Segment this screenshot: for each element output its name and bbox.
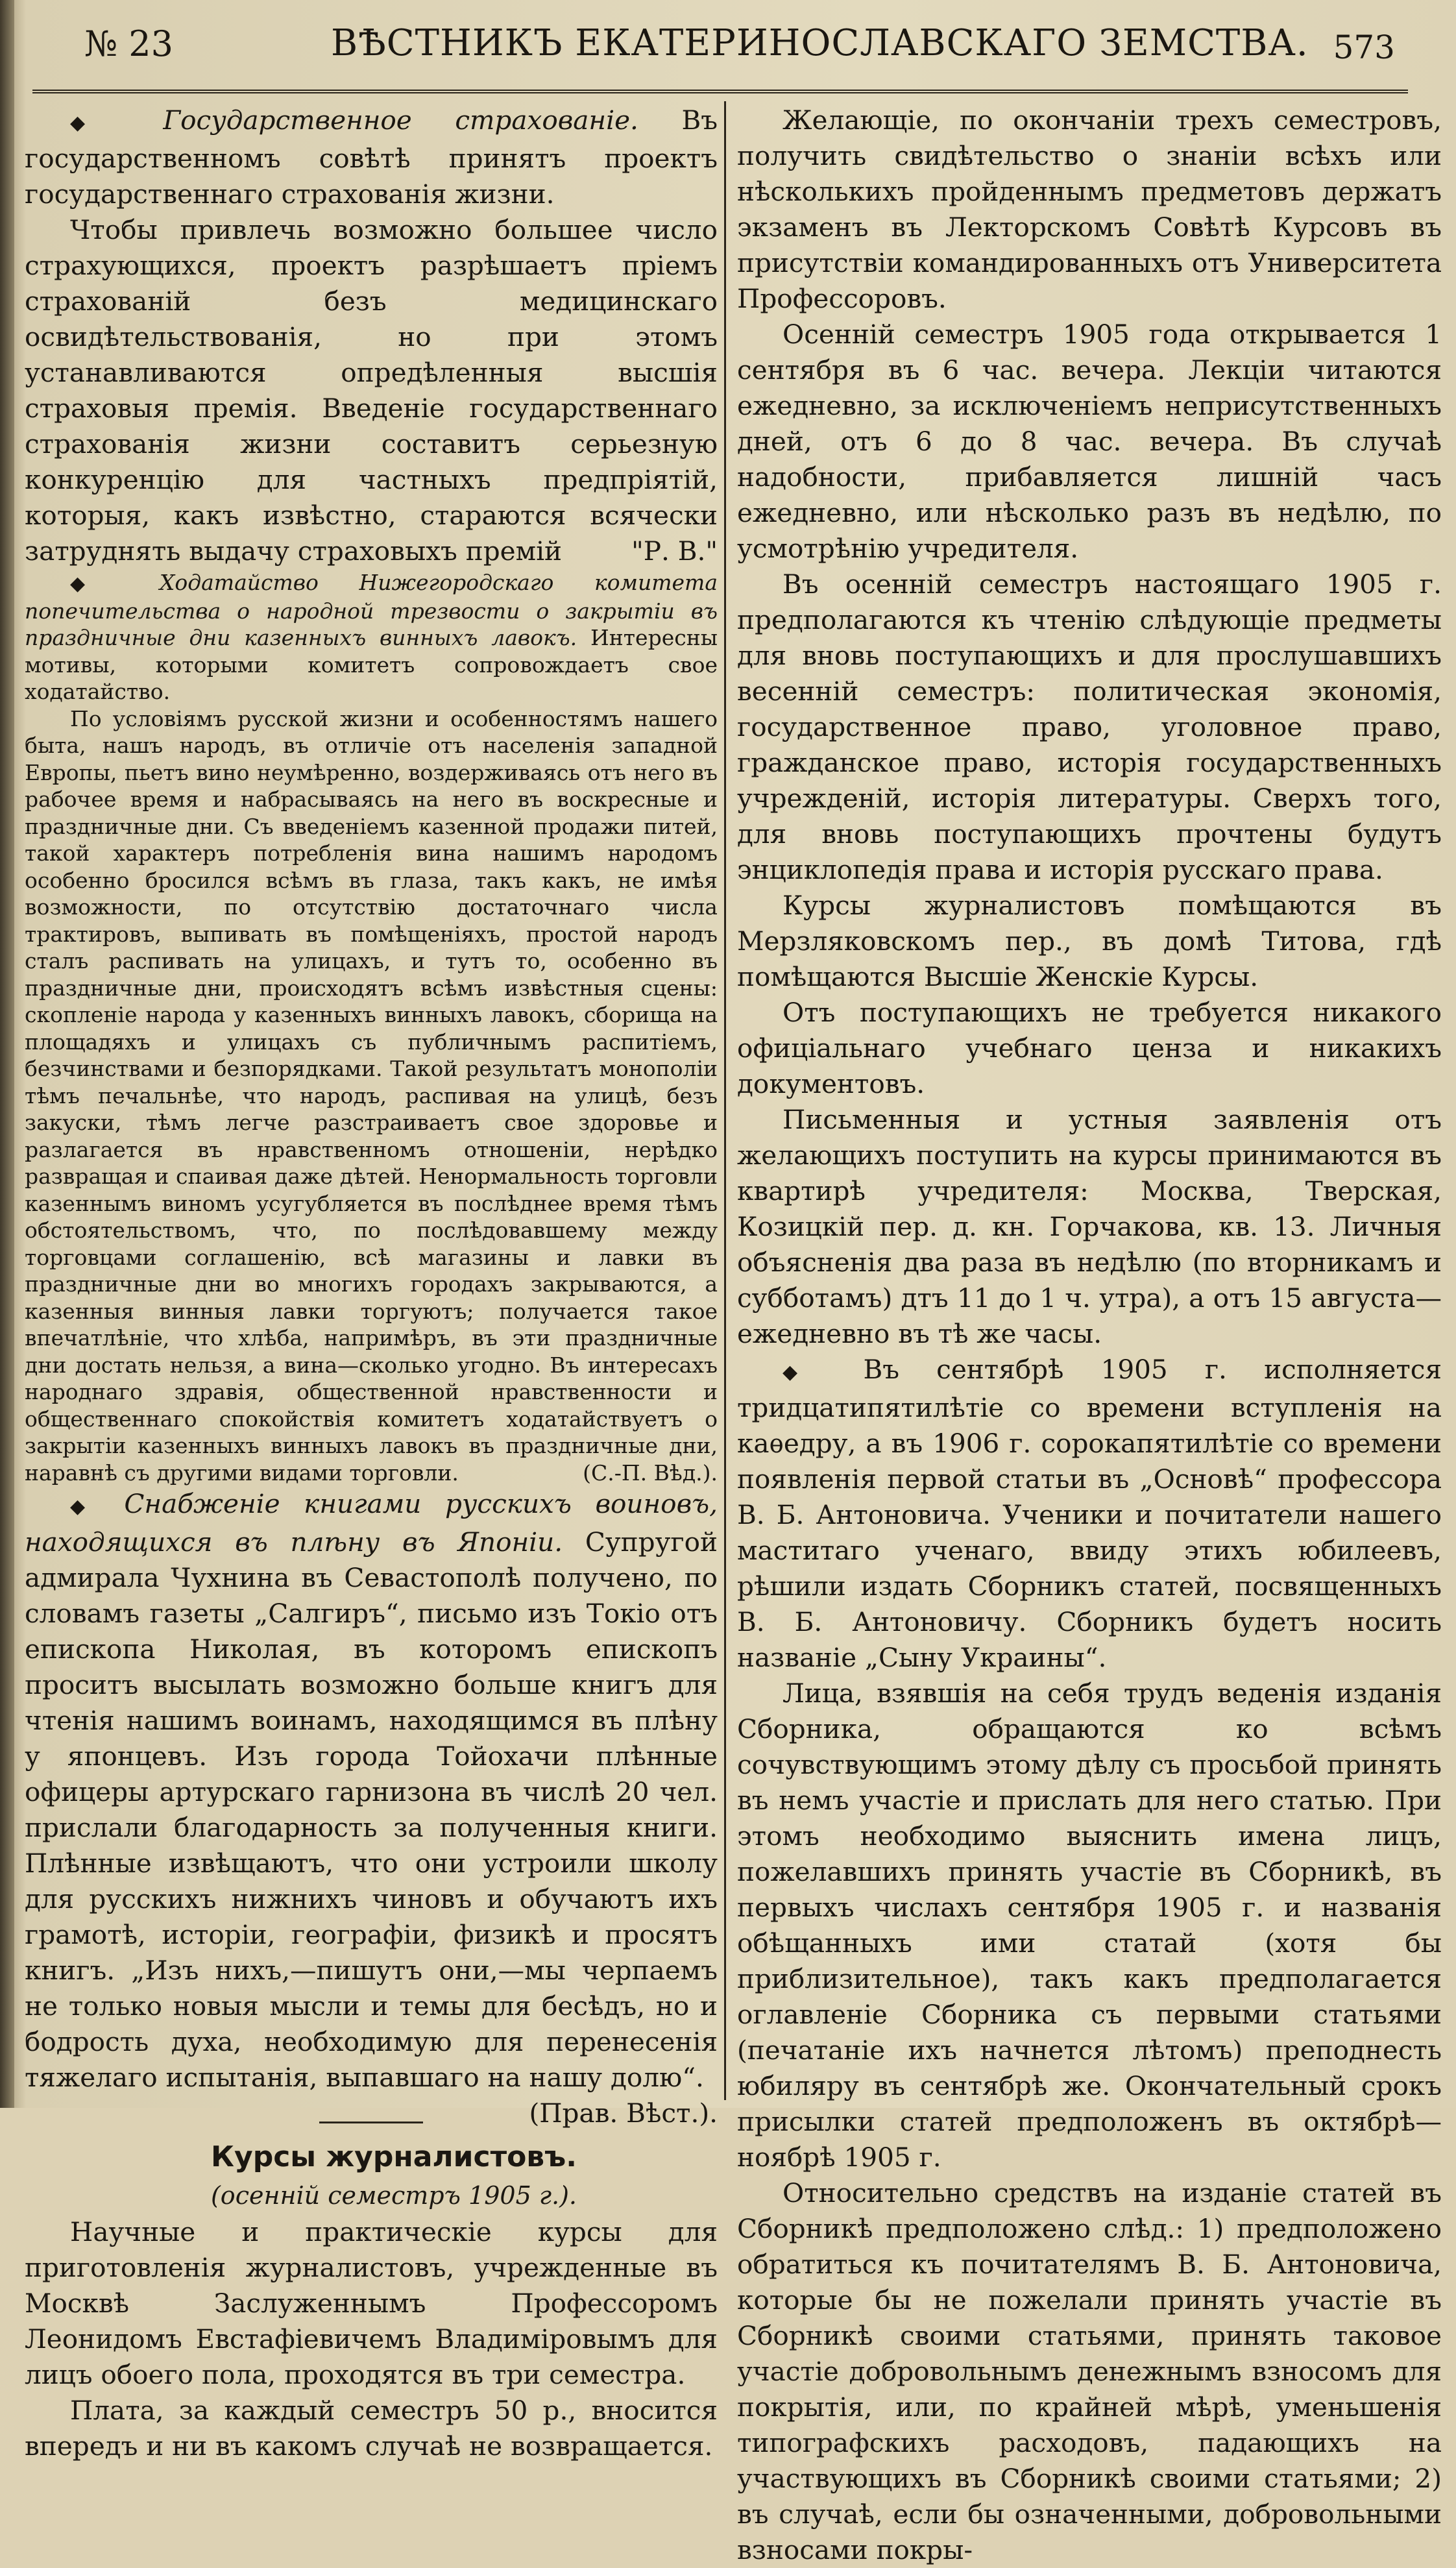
courses-p6: Курсы журналистовъ помѣщаются въ Мерзляковскомъ пер., въ домѣ Титова, гдѣ помѣщаются Высшіе Женскіе Курсы. [737, 890, 1442, 992]
state-insurance-p2 [25, 212, 718, 569]
books-body: Супругой адмирала Чухнина въ Севастополѣ получено, по словамъ газеты „Салгиръ“, письмо изъ Токіо отъ епископа Николая, въ которомъ епископъ проситъ высылать возможно больше книгъ для чтенія нашимъ воинамъ, находящимся въ плѣну у японцевъ. Изъ города Тойохачи плѣнные офицеры артурскаго гарнизона въ числѣ 20 чел. прислали благодарность за полученныя книги. Плѣнные извѣщаютъ, что они устроили школу для русскихъ нижнихъ чиновъ и обучаютъ ихъ грамотѣ, исторіи, географіи, физикѣ и просятъ книгъ. „Изъ нихъ,—пишутъ они,—мы черпаемъ не только новыя мысли и темы для бесѣдъ, но и бодрость духа, необходимую для перенесенія тяжелаго испытанія, выпавшаго на нашу долю“. [25, 1526, 718, 2093]
state-insurance-source: "Р. В." [631, 535, 718, 567]
right-column [737, 103, 1442, 2565]
books-p1 [25, 1486, 718, 2129]
diamond-bullet-icon: ◆ [70, 572, 119, 595]
petition-body: По условіямъ русской жизни и особенностямъ нашего быта, нашъ народъ, въ отличіе отъ населенія западной Европы, пьетъ вино неумѣренно, воздерживаясь отъ него въ рабочее время и набрасываясь на него въ воскресные и праздничные дни. Съ введеніемъ казенной продажи питей, такой характеръ потребленія вина нашимъ народомъ особенно бросился всѣмъ въ глаза, такъ какъ, не имѣя возможности, по отсутствію достаточнаго числа трактировъ, выпивать въ помѣщеніяхъ, простой народъ сталъ распивать на улицахъ, и тутъ то, особенно въ праздничные дни, происходятъ всѣмъ извѣстныя сцены: скопленіе народа у казенныхъ винныхъ лавокъ, сборища на площадяхъ и улицахъ съ публичнымъ распитіемъ, безчинствами и безпорядками. Такой результатъ монополіи тѣмъ печальнѣе, что народъ, распивая на улицѣ, безъ закуски, тѣмъ легче разстраиваетъ свое здоровье и разлагается въ нравственномъ отношеніи, нерѣдко развращая и спаивая даже дѣтей. Ненормальность торговли казеннымъ виномъ усугубляется въ послѣднее время тѣмъ обстоятельствомъ, что, по послѣдовавшему между торговцами соглашенію, всѣ магазины и лавки въ праздничные дни во многихъ городахъ закрываются, а казенныя винныя лавки торгуютъ; получается такое впечатлѣніе, что хлѣба, напримѣръ, въ эти праздничные дни достать нельзя, а вина—сколько угодно. Въ интересахъ народнаго здравія, общественной нравственности и общественнаго спокойствія комитетъ ходатайствуетъ о закрытіи казенныхъ винныхъ лавокъ въ праздничные дни, наравнѣ съ другими видами торговли. [25, 705, 718, 1486]
courses-p1: Научные и практическіе курсы для приготовленія журналистовъ, учрежденные въ Москвѣ Заслуженнымъ Профессоромъ Леонидомъ Евстафіевичемъ Владиміровымъ для лицъ обоего пола, проходятся въ три семестра. [25, 2216, 718, 2390]
page-header [26, 17, 1434, 75]
petition-intro: Интересны мотивы, которыми комитетъ сопровождаетъ свое ходатайство. [25, 625, 718, 704]
state-insurance-text: Въ государственномъ совѣтѣ принятъ проектъ государственнаго страхованія жизни. [25, 104, 718, 210]
header-rule [32, 90, 1408, 93]
courses-p2: Плата, за каждый семестръ 50 р., вносится впередъ и ни въ какомъ случаѣ не возвращается. [25, 2395, 718, 2462]
article-separator [319, 2122, 423, 2123]
courses-p8: Письменныя и устныя заявленія отъ желающихъ поступить на курсы принимаются въ квартирѣ учредителя: Москва, Тверская, Козицкій пер. д. кн. Горчакова, кв. 13. Личныя объясненія два раза въ недѣлю (по вторникамъ и субботамъ) дтъ 11 до 1 ч. утра), а отъ 15 августа—ежедневно въ тѣ же часы. [737, 1104, 1442, 1349]
courses-p7: Отъ поступающихъ не требуется никакого офиціальнаго учебнаго ценза и никакихъ документовъ. [737, 997, 1442, 1099]
column-divider [724, 101, 726, 2100]
left-column [25, 103, 718, 2462]
anniversary-text: Въ сентябрѣ 1905 г. исполняется тридцатипятилѣтіе со времени вступленія на каѳедру, а въ 1906 г. сорокапятилѣтіе со времени появленія первой статьи въ „Основѣ“ профессора В. Б. Антоновича. Ученики и почитатели нашего маститаго ученаго, ввиду этихъ юбилеевъ, рѣшили издать Сборникъ статей, посвященныхъ В. Б. Антоновичу. Сборникъ будетъ носить названіе „Сыну Украины“. [737, 1354, 1442, 1673]
petition-source: (С.-П. Вѣд.). [583, 1460, 718, 1486]
courses-p3: Желающіе, по окончаніи трехъ семестровъ, получить свидѣтельство о знаніи всѣхъ или нѣсколькихъ пройденнымъ предметовъ держатъ экзаменъ въ Лекторскомъ Совѣтѣ Курсовъ въ присутствіи командированныхъ отъ Университета Профессоровъ. [737, 104, 1442, 314]
courses-title: Курсы журналистовъ. [211, 2140, 577, 2173]
journal-title: ВѢСТНИКЪ ЕКАТЕРИНОСЛАВСКАГО ЗЕМСТВА. [331, 22, 1309, 64]
issue-number: № 23 [84, 23, 173, 64]
books-source: (Прав. Вѣст.). [529, 2097, 718, 2129]
courses-subtitle: (осенній семестръ 1905 г.). [210, 2181, 577, 2210]
state-insurance-text-2: Чтобы привлечь возможно большее число страхующихся, проектъ разрѣшаетъ пріемъ страхованій безъ медицинскаго освидѣтельствованія, но при этомъ устанавливаются опредѣленныя высшія страховыя премія. Введеніе государственнаго страхованія жизни составитъ серьезную конкуренцію для частныхъ предпріятій, которыя, какъ извѣстно, стараются всячески затруднять выдачу страховыхъ премій [25, 214, 718, 567]
diamond-bullet-icon: ◆ [783, 1361, 827, 1384]
petition-p1 [25, 569, 718, 705]
state-insurance-title: Государственное страхованіе. [163, 104, 638, 136]
binding-spine [0, 0, 14, 2108]
courses-p4: Осенній семестръ 1905 года открывается 1 сентября въ 6 час. вечера. Лекціи читаются ежедневно, за исключеніемъ неприсутственныхъ дней, отъ 6 до 8 час. вечера. Въ случаѣ надобности, прибавляется лишній часъ ежедневно, или нѣсколько разъ въ недѣлю, по усмотрѣнію учредителя. [737, 319, 1442, 564]
books-title: Снабженіе книгами русскихъ воиновъ, находящихся въ плѣну въ Японіи. [25, 1488, 718, 1558]
petition-p2 [25, 705, 718, 1487]
anniversary-p2: Лица, взявшія на себя трудъ веденія изданія Сборника, обращаются ко всѣмъ сочувствующимъ этому дѣлу съ просьбой принять въ немъ участіе и прислать для него статью. При этомъ необходимо выяснить имена лицъ, пожелавшихъ принять участіе въ Сборникѣ, въ первыхъ числахъ сентября 1905 г. и названія обѣщанныхъ ими статай (хотя бы приблизительное), такъ какъ предполагается оглавленіе Сборника съ первыми статьями (печатаніе ихъ начнется лѣтомъ) преподнесть юбиляру въ сентябрѣ же. Окончательный срокъ присылки статей предположенъ въ октябрѣ—ноябрѣ 1905 г. [737, 1678, 1442, 2173]
state-insurance-p1 [25, 103, 718, 212]
anniversary-p3: Относительно средствъ на изданіе статей въ Сборникѣ предположено слѣд.: 1) предположено обратиться къ почитателямъ В. Б. Антоновича, которые бы не пожелали принять участіе въ Сборникѣ своими статьями, принять таковое участіе добровольнымъ денежнымъ взносомъ для покрытія, или, по крайней мѣрѣ, уменьшенія типографскихъ расходовъ, падающихъ на участвующихъ въ Сборникѣ своими статьями; 2) въ случаѣ, если бы означенными, добровольными взносами покры- [737, 2177, 1442, 2565]
diamond-bullet-icon: ◆ [70, 1495, 101, 1518]
anniversary-p1 [737, 1352, 1442, 1676]
diamond-bullet-icon: ◆ [70, 112, 120, 134]
petition-title: Ходатайство Нижегородскаго комитета попечительства о народной трезвости о закрытіи въ праздничные дни казенныхъ винныхъ лавокъ. [25, 570, 718, 650]
page-number: 573 [1333, 29, 1395, 66]
courses-p5: Въ осенній семестръ настоящаго 1905 г. предполагаются къ чтенію слѣдующіе предметы для вновь поступающихъ и для прослушавшихъ весенній семестръ: политическая экономія, государственное право, уголовное право, гражданское право, исторія государственныхъ учрежденій, исторія литературы. Сверхъ того, для вновь поступающихъ прочтены будутъ энциклопедія права и исторія русскаго права. [737, 569, 1442, 885]
